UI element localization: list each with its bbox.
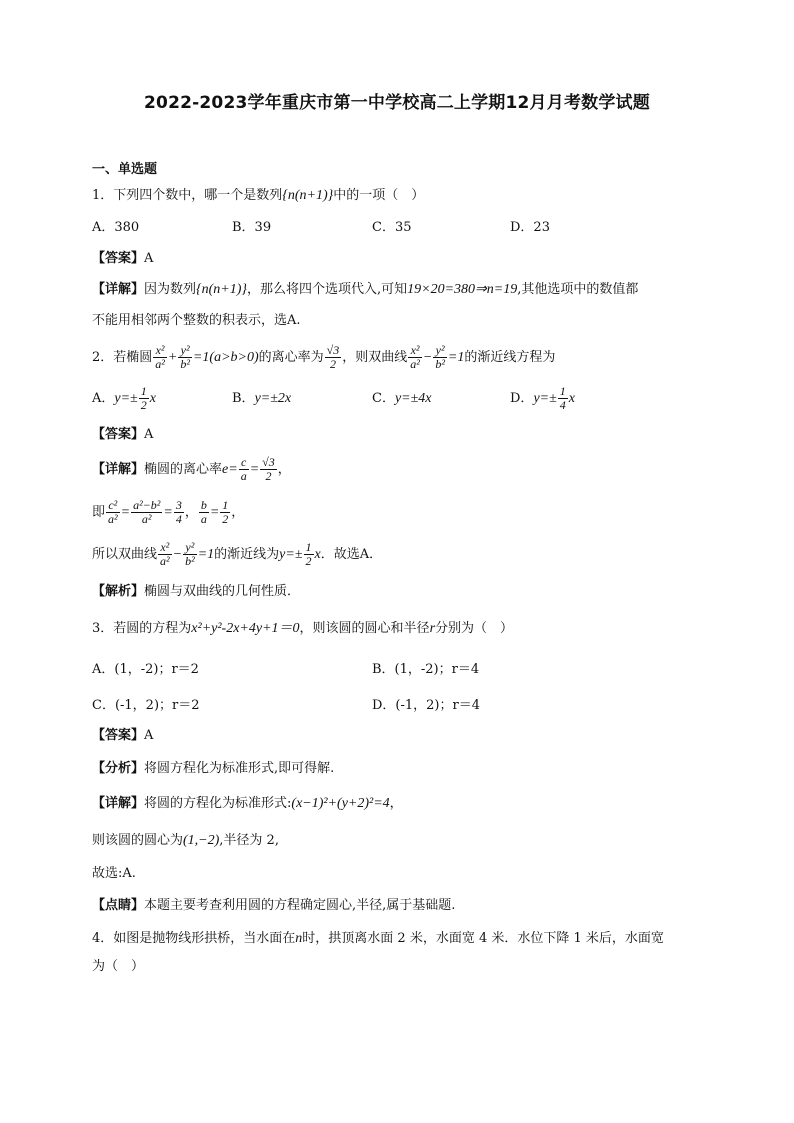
q2-answer: 【答案】A bbox=[92, 427, 154, 442]
q1-option-d: D．23 bbox=[510, 220, 550, 235]
q3-answer: 【答案】A bbox=[92, 728, 154, 743]
fraction: $\frac{\text{y²}}{\text{b²}}$ bbox=[185, 540, 195, 568]
q3-option-a: A．(1，-2)；r＝2 bbox=[92, 662, 199, 677]
q1-stem: 1．下列四个数中，哪一个是数列{n(n+1)}中的一项（ ） bbox=[92, 188, 425, 203]
section-heading: 一、单选题 bbox=[92, 162, 158, 177]
fraction: $\frac{3}{4}$ bbox=[175, 498, 182, 526]
q2-option-c: C．y=±4x bbox=[372, 391, 432, 406]
q2-detail-line2: 即 $\frac{\text{c²}}{\text{a²}}$ = $\frac{\text{a²−b²}}{\text{a²}}$ = $\frac{3}{4}$ ， $\frac{b}{a}$ = $\frac{1}{2}$ ， bbox=[92, 498, 245, 526]
q3-option-c: C．(-1，2)；r＝2 bbox=[92, 698, 200, 713]
fraction: $\frac{c}{a}$ bbox=[240, 455, 247, 483]
q2-detail: 【详解】椭圆的离心率e= $\frac{c}{a}$ = $\frac{√3}{2}$ ， bbox=[92, 455, 291, 483]
q2-analysis: 【解析】椭圆与双曲线的几何性质． bbox=[92, 584, 301, 599]
q3-comment: 【点睛】本题主要考查利用圆的方程确定圆心,半径,属于基础题. bbox=[92, 898, 456, 913]
q1-detail: 【详解】因为数列{n(n+1)}，那么将四个选项代入,可知19×20=380⇒n=19,其他选项中的数值都 bbox=[92, 282, 639, 297]
q3-analysis: 【分析】将圆方程化为标准形式,即可得解. bbox=[92, 761, 335, 776]
q3-option-d: D．(-1，2)；r＝4 bbox=[372, 698, 480, 713]
fraction: $\frac{√3}{2}$ bbox=[262, 455, 275, 483]
fraction: $\frac{\text{c²}}{\text{a²}}$ bbox=[108, 498, 118, 526]
fraction: $\frac{\text{x²}}{\text{a²}}$ bbox=[160, 540, 170, 568]
fraction: $\frac{1}{2}$ bbox=[140, 384, 147, 412]
fraction: $\frac{b}{a}$ bbox=[200, 498, 207, 526]
fraction: $\frac{1}{2}$ bbox=[222, 498, 229, 526]
q1-option-b: B．39 bbox=[232, 220, 272, 235]
q3-detail-line2: 则该圆的圆心为(1,−2),半径为 2, bbox=[92, 833, 279, 848]
q1-option-c: C．35 bbox=[372, 220, 412, 235]
q3-stem: 3．若圆的方程为x²+y²-2x+4y+1＝0，则该圆的圆心和半径r分别为（ ） bbox=[92, 621, 514, 636]
q2-option-b: B．y=±2x bbox=[232, 391, 292, 406]
q2-option-d: D．y=± $\frac{1}{4}$ x bbox=[510, 384, 576, 412]
q2-option-a: A．y=± $\frac{1}{2}$ x bbox=[92, 384, 156, 412]
q1-answer: 【答案】A bbox=[92, 251, 154, 266]
fraction: $\frac{1}{2}$ bbox=[305, 540, 312, 568]
q1-detail-line2: 不能用相邻两个整数的积表示，选A. bbox=[92, 313, 301, 328]
q1-option-a: A．380 bbox=[92, 220, 140, 235]
fraction: $\frac{\text{y²}}{\text{b²}}$ bbox=[435, 343, 445, 371]
page-title: 2022-2023学年重庆市第一中学校高二上学期12月月考数学试题 bbox=[144, 93, 650, 113]
fraction: $\frac{\text{y²}}{\text{b²}}$ bbox=[180, 343, 190, 371]
q4-stem-line2: 为（ ） bbox=[92, 959, 145, 974]
fraction: $\frac{\text{x²}}{\text{a²}}$ bbox=[410, 343, 420, 371]
q2-stem: 2．若椭圆 $\frac{\text{x²}}{\text{a²}}$ + $\frac{\text{y²}}{\text{b²}}$ =1(a>b>0)的离心率为 $\frac{√3}{2}$ ，则双曲线 $\frac{\text{x²}}{\text{a²}}$ − $\frac{\text{y²}}{\text{b²}}$ =1的渐近线方程为 bbox=[92, 343, 556, 371]
q3-detail-line3: 故选:A. bbox=[92, 866, 136, 881]
fraction: $\frac{\text{a²−b²}}{\text{a²}}$ bbox=[133, 498, 161, 526]
fraction: $\frac{1}{4}$ bbox=[559, 384, 566, 412]
q3-option-b: B．(1，-2)；r＝4 bbox=[372, 662, 480, 677]
q4-stem: 4．如图是抛物线形拱桥，当水面在n时，拱顶离水面 2 米，水面宽 4 米．水位下降 1 米后，水面宽 bbox=[92, 931, 664, 946]
q2-detail-line3: 所以双曲线 $\frac{\text{x²}}{\text{a²}}$ − $\frac{\text{y²}}{\text{b²}}$ =1的渐近线为y=± $\frac{1}{2}$ x．故选A． bbox=[92, 540, 383, 568]
q3-detail: 【详解】将圆的方程化为标准形式:(x−1)²+(y+2)²=4， bbox=[92, 796, 403, 811]
fraction: $\frac{\text{x²}}{\text{a²}}$ bbox=[155, 343, 165, 371]
fraction: $\frac{√3}{2}$ bbox=[326, 343, 340, 371]
